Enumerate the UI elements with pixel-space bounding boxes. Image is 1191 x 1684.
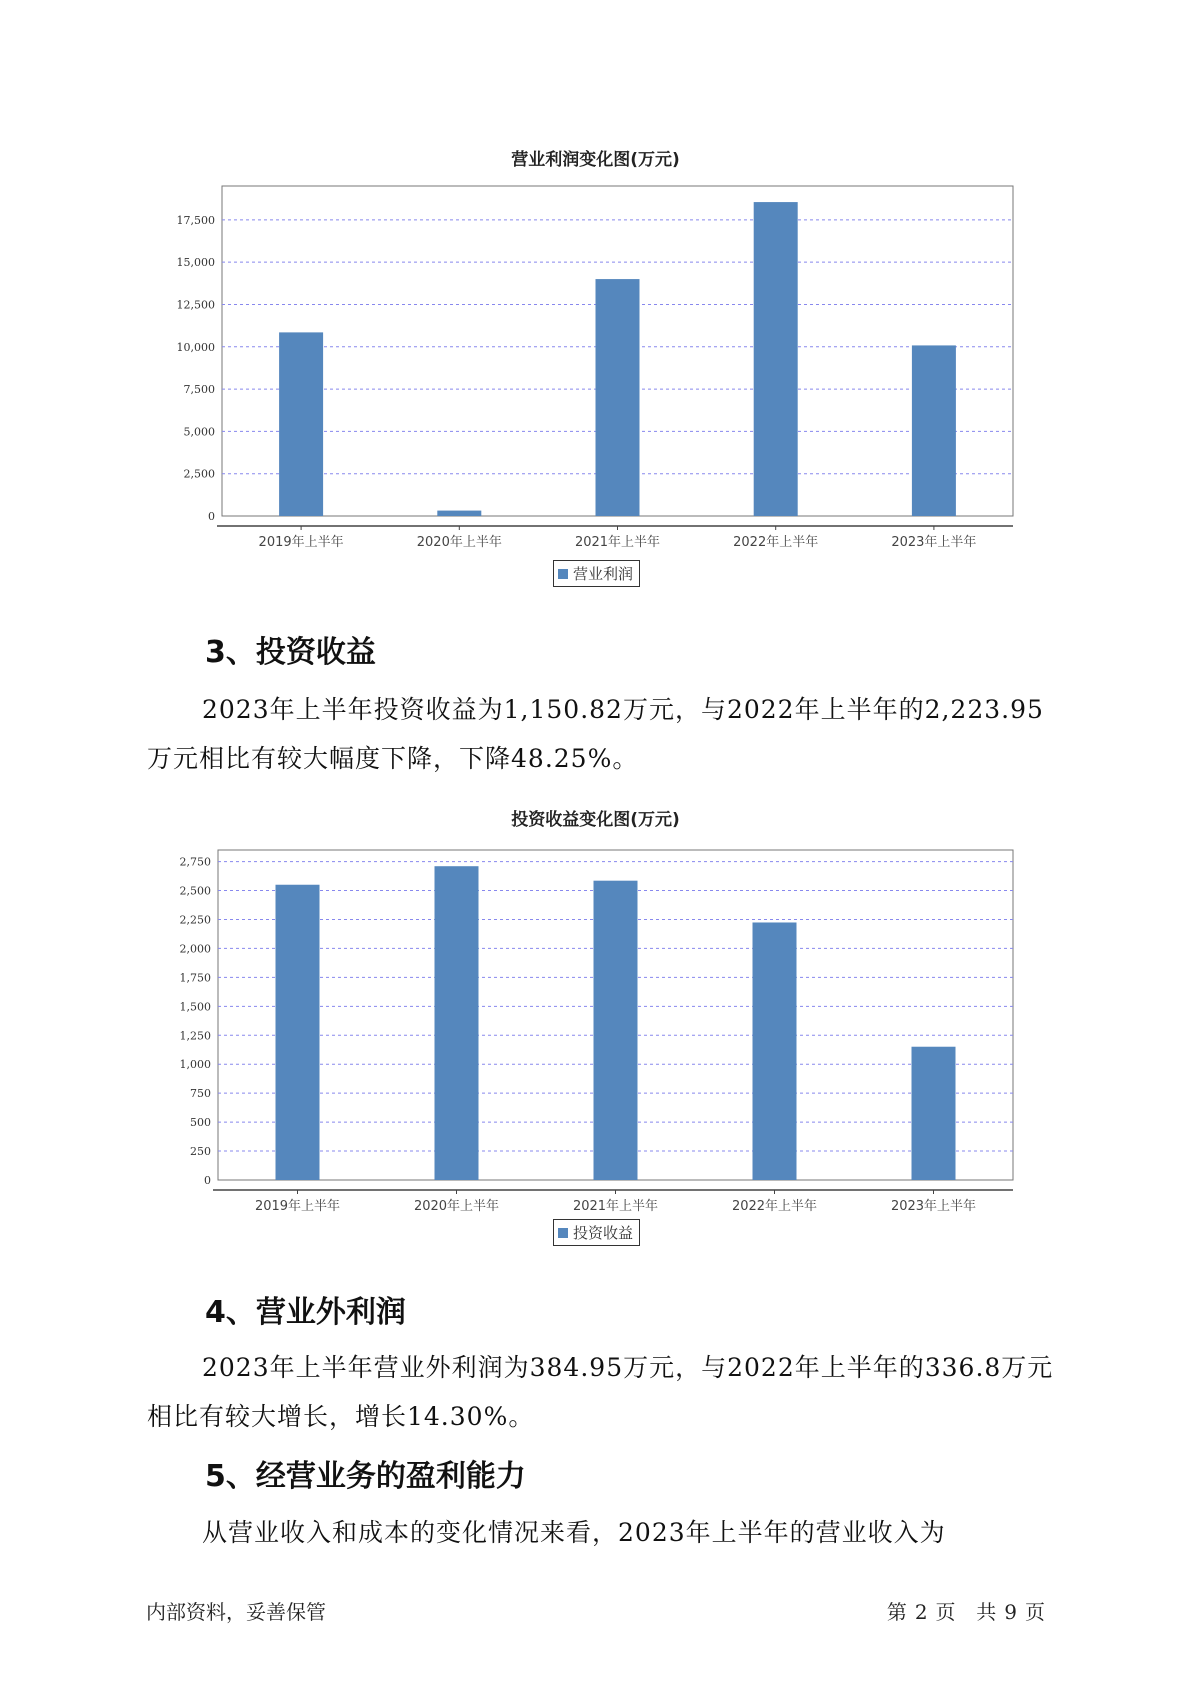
paragraph-line: 从营业收入和成本的变化情况来看，2023年上半年的营业收入为 xyxy=(202,1518,946,1547)
footer-page-indicator xyxy=(883,1596,1049,1625)
x-tick-label: 2023年上半年 xyxy=(891,535,977,550)
y-tick-label: 15,000 xyxy=(176,256,215,270)
footer-confidential-note: 内部资料，妥善保管 xyxy=(146,1600,326,1624)
bar xyxy=(912,1047,956,1180)
operating-profit-chart xyxy=(0,140,1191,600)
section-3-paragraph xyxy=(147,685,1067,783)
bar xyxy=(276,885,320,1180)
bar xyxy=(437,511,481,516)
y-tick-label: 2,750 xyxy=(179,855,211,869)
bar xyxy=(753,922,797,1180)
chart-legend xyxy=(553,1219,640,1246)
paragraph-line: 万元相比有较大幅度下降，下降48.25%。 xyxy=(147,744,639,773)
operating-profit-plot xyxy=(0,140,1191,600)
bar xyxy=(279,332,323,516)
y-tick-label: 2,250 xyxy=(179,913,211,927)
y-tick-label: 17,500 xyxy=(176,213,215,227)
chart-title: 投资收益变化图(万元) xyxy=(511,810,680,830)
page-suffix: 页 xyxy=(935,1600,956,1624)
legend-label: 投资收益 xyxy=(573,1224,634,1242)
x-tick-label: 2021年上半年 xyxy=(572,1199,659,1214)
y-tick-label: 5,000 xyxy=(183,425,215,439)
section-5-paragraph xyxy=(147,1508,1067,1557)
x-tick-label: 2022年上半年 xyxy=(731,1199,818,1214)
legend-swatch xyxy=(558,1228,568,1238)
chart-title: 营业利润变化图(万元) xyxy=(511,150,680,170)
page-prefix: 第 xyxy=(886,1600,907,1624)
y-tick-label: 1,500 xyxy=(179,1000,211,1014)
investment-income-plot xyxy=(0,800,1191,1260)
bar xyxy=(912,345,956,516)
y-tick-label: 7,500 xyxy=(183,383,215,397)
x-tick-label: 2020年上半年 xyxy=(413,1199,500,1214)
page-number: 2 xyxy=(914,1600,928,1624)
x-tick-label: 2020年上半年 xyxy=(416,535,502,550)
y-tick-label: 1,000 xyxy=(179,1058,211,1072)
total-pages: 9 xyxy=(1004,1600,1017,1624)
bar xyxy=(594,881,638,1180)
legend-swatch xyxy=(558,569,568,579)
chart-legend xyxy=(553,560,640,587)
y-tick-label: 2,000 xyxy=(179,942,211,956)
x-tick-label: 2019年上半年 xyxy=(254,1199,341,1214)
section-4-paragraph xyxy=(147,1343,1067,1441)
y-tick-label: 250 xyxy=(190,1145,211,1159)
x-tick-label: 2022年上半年 xyxy=(733,535,819,550)
y-tick-label: 0 xyxy=(208,510,215,523)
bar xyxy=(754,202,798,516)
y-tick-label: 1,750 xyxy=(179,971,211,985)
y-tick-label: 750 xyxy=(190,1087,211,1101)
y-tick-label: 0 xyxy=(204,1174,211,1187)
y-tick-label: 12,500 xyxy=(176,298,215,312)
legend-label: 营业利润 xyxy=(573,565,634,583)
total-prefix: 共 xyxy=(976,1600,997,1624)
bar xyxy=(435,866,479,1180)
paragraph-line: 2023年上半年投资收益为1,150.82万元，与2022年上半年的2,223.95 xyxy=(202,695,1044,724)
total-suffix: 页 xyxy=(1025,1600,1045,1624)
x-tick-label: 2023年上半年 xyxy=(890,1199,977,1214)
section-5-heading: 5、经营业务的盈利能力 xyxy=(205,1459,526,1494)
y-tick-label: 2,500 xyxy=(179,884,211,898)
bar xyxy=(596,279,640,516)
y-tick-label: 1,250 xyxy=(179,1029,211,1043)
paragraph-line: 相比有较大增长，增长14.30%。 xyxy=(147,1402,535,1431)
section-4-heading: 4、营业外利润 xyxy=(205,1295,406,1330)
investment-income-chart xyxy=(0,800,1191,1260)
y-tick-label: 2,500 xyxy=(183,467,215,481)
section-3-heading: 3、投资收益 xyxy=(205,635,376,670)
x-tick-label: 2019年上半年 xyxy=(258,535,344,550)
x-tick-label: 2021年上半年 xyxy=(574,535,661,550)
y-tick-label: 500 xyxy=(190,1116,211,1130)
paragraph-line: 2023年上半年营业外利润为384.95万元，与2022年上半年的336.8万元 xyxy=(202,1353,1054,1382)
y-tick-label: 10,000 xyxy=(176,340,215,354)
